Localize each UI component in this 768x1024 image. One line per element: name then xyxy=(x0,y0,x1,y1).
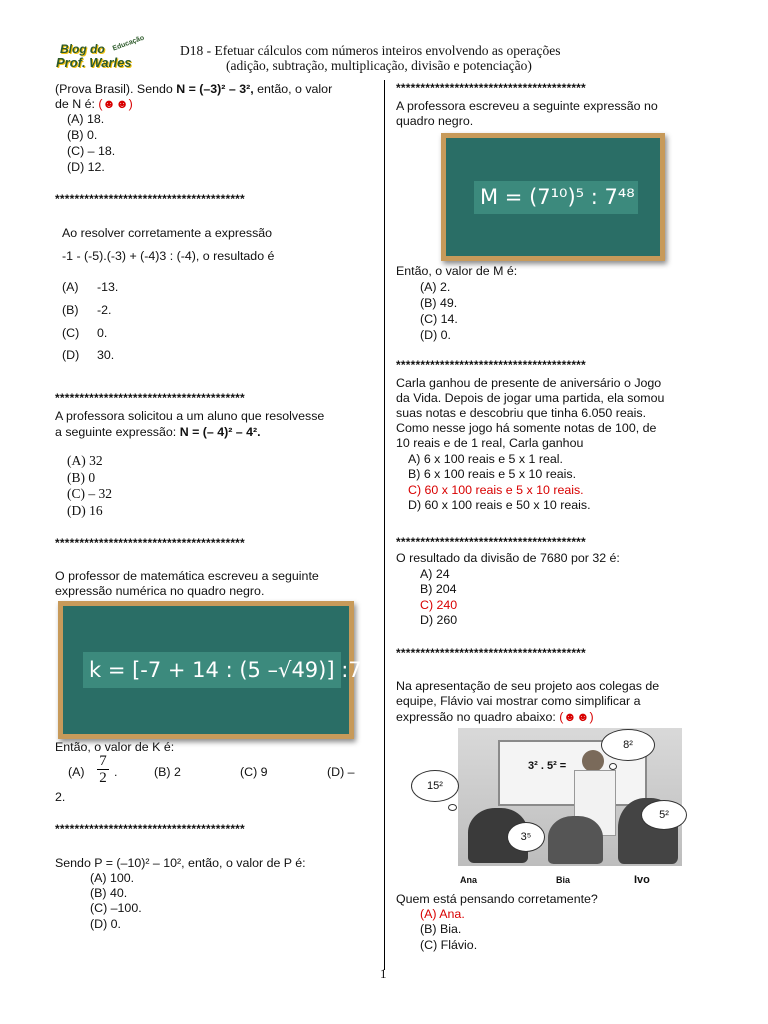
board-formula: k = [-7 + 14 : (5 –√49)] :7 xyxy=(83,652,341,688)
q3-text: a seguinte expressão: xyxy=(55,425,180,439)
option-value: 0. xyxy=(97,326,108,340)
q4-option-b: (B) 2 xyxy=(154,765,181,779)
option-value: -2. xyxy=(97,303,112,317)
separator: *************************************** xyxy=(55,536,245,550)
option-value: -13. xyxy=(97,280,119,294)
q4-question: Então, o valor de K é: xyxy=(55,740,175,754)
q9-text: expressão no quadro abaixo: xyxy=(396,710,560,724)
fraction-denominator: 2 xyxy=(97,769,109,786)
cloud-dot xyxy=(609,763,617,770)
q6-line2: quadro negro. xyxy=(396,114,474,128)
q9-option-b: (B) Bia. xyxy=(420,922,462,936)
board-formula: M = (7¹⁰)⁵ : 7⁴⁸ xyxy=(474,181,638,214)
header-title-line1: D18 - Efetuar cálculos com números inteiros envolvendo as operações xyxy=(180,43,561,58)
logo-line1: Blog do xyxy=(60,42,105,56)
separator: *************************************** xyxy=(396,358,586,372)
q4-line2: expressão numérica no quadro negro. xyxy=(55,584,265,598)
q4-option-a-letter: (A) xyxy=(68,765,85,779)
q6-question: Então, o valor de M é: xyxy=(396,264,518,278)
q3-expression: N = (– 4)² – 4². xyxy=(179,425,261,439)
fraction-numerator: 7 xyxy=(99,753,107,769)
logo-line2: Prof. Warles xyxy=(56,55,132,70)
difficulty-face: (☻☻) xyxy=(559,710,594,724)
option-letter: (D) xyxy=(62,348,80,362)
q2-option-c xyxy=(62,326,108,341)
classroom-illustration xyxy=(396,726,686,888)
separator: *************************************** xyxy=(396,535,586,549)
option-letter: (B) xyxy=(62,303,79,317)
chalkboard xyxy=(58,601,362,739)
q1-option-b: (B) 0. xyxy=(67,128,98,142)
separator: *************************************** xyxy=(396,81,586,95)
q9-question: Quem está pensando corretamente? xyxy=(396,892,598,906)
q7-option-b: B) 6 x 100 reais e 5 x 10 reais. xyxy=(408,467,577,481)
q4-option-d: (D) – xyxy=(327,765,355,779)
q9-option-a-correct: (A) Ana. xyxy=(420,907,465,921)
q1-option-c: (C) – 18. xyxy=(67,144,116,158)
q1-expression: N = (–3)² – 3², xyxy=(176,82,254,96)
thought-cloud-top: 8² xyxy=(601,729,655,761)
q6-option-b: (B) 49. xyxy=(420,296,458,310)
q5-option-c: (C) –100. xyxy=(90,901,142,915)
header-title-line2: (adição, subtração, multiplicação, divisão e potenciação) xyxy=(226,58,532,73)
q2-statement: Ao resolver corretamente a expressão xyxy=(62,226,273,240)
q5-option-d: (D) 0. xyxy=(90,917,121,931)
q9-line: Na apresentação de seu projeto aos colegas de xyxy=(396,679,660,693)
separator: *************************************** xyxy=(55,391,245,405)
q6-option-d: (D) 0. xyxy=(420,328,451,342)
q2-expression: -1 - (-5).(-3) + (-4)3 : (-4), o resultado é xyxy=(62,249,275,263)
q7-line: suas notas e descobriu que tinha 6.050 reais. xyxy=(396,406,647,420)
q8-option-a: A) 24 xyxy=(420,567,450,581)
separator: *************************************** xyxy=(55,822,245,836)
q3-line2 xyxy=(55,425,261,440)
q8-statement: O resultado da divisão de 7680 por 32 é: xyxy=(396,551,620,565)
q2-option-a xyxy=(62,280,119,295)
difficulty-face: (☻☻) xyxy=(98,97,133,111)
label-bia: Bia xyxy=(556,875,571,885)
q2-option-d xyxy=(62,348,115,363)
separator: *************************************** xyxy=(55,192,245,206)
q6-option-a: (A) 2. xyxy=(420,280,451,294)
q7-line: da Vida. Depois de jogar uma partida, ela somou xyxy=(396,391,665,405)
q8-option-d: D) 260 xyxy=(420,613,458,627)
q9-option-c: (C) Flávio. xyxy=(420,938,478,952)
q2-option-b xyxy=(62,303,112,318)
q5-option-b: (B) 40. xyxy=(90,886,128,900)
q1-line2 xyxy=(55,97,133,112)
q4-option-c: (C) 9 xyxy=(240,765,268,779)
q7-line: 10 reais e de 1 real, Carla ganhou xyxy=(396,436,584,450)
q7-line: Como nesse jogo há somente notas de 100, de xyxy=(396,421,657,435)
label-ivo: Ivo xyxy=(634,874,650,886)
q4-fraction-end: . xyxy=(114,765,118,779)
page-number: 1 xyxy=(380,966,387,981)
student-bia xyxy=(548,816,603,864)
teacher-head xyxy=(582,750,604,772)
cloud-dot xyxy=(448,804,457,811)
q1-option-a: (A) 18. xyxy=(67,112,105,126)
q1-option-d: (D) 12. xyxy=(67,160,105,174)
logo-badge: Educação xyxy=(111,34,146,53)
separator: *************************************** xyxy=(396,646,586,660)
q3-option-b: (B) 0 xyxy=(67,470,96,485)
q1-line1 xyxy=(55,82,332,97)
chalkboard xyxy=(441,133,665,261)
q9-line: equipe, Flávio vai mostrar como simplificar a xyxy=(396,694,641,708)
option-value: 30. xyxy=(97,348,115,362)
thought-cloud-ivo: 5² xyxy=(641,800,687,830)
whiteboard-text: 3² . 5² = xyxy=(528,760,567,772)
q7-option-d: D) 60 x 100 reais e 50 x 10 reais. xyxy=(408,498,591,512)
label-ana: Ana xyxy=(460,875,478,885)
q1-text: (Prova Brasil). Sendo xyxy=(55,82,177,96)
q4-fraction xyxy=(97,753,109,786)
option-letter: (A) xyxy=(62,280,79,294)
q3-option-c: (C) – 32 xyxy=(67,486,112,501)
q3-option-d: (D) 16 xyxy=(67,503,103,518)
q1-text-end: então, o valor xyxy=(253,82,333,96)
q6-line1: A professora escreveu a seguinte expressão no xyxy=(396,99,658,113)
q1-text2: de N é: xyxy=(55,97,99,111)
q3-option-a: (A) 32 xyxy=(67,453,103,468)
column-divider xyxy=(384,80,385,970)
q7-option-c-correct: C) 60 x 100 reais e 5 x 10 reais. xyxy=(408,483,584,497)
q8-option-c-correct: C) 240 xyxy=(420,598,458,612)
q3-line1: A professora solicitou a um aluno que resolvesse xyxy=(55,409,325,423)
q9-line3 xyxy=(396,710,594,725)
q8-option-b: B) 204 xyxy=(420,582,457,596)
q4-option-d-cont: 2. xyxy=(55,790,66,804)
q7-line: Carla ganhou de presente de aniversário o Jogo xyxy=(396,376,662,390)
thought-cloud-bia: 3⁵ xyxy=(507,822,545,852)
q6-option-c: (C) 14. xyxy=(420,312,458,326)
q5-option-a: (A) 100. xyxy=(90,871,135,885)
q5-statement: Sendo P = (–10)² – 10², então, o valor de P é: xyxy=(55,856,306,870)
blog-logo xyxy=(52,34,148,74)
option-letter: (C) xyxy=(62,326,80,340)
thought-cloud-ana: 15² xyxy=(411,770,459,802)
q7-option-a: A) 6 x 100 reais e 5 x 1 real. xyxy=(408,452,563,466)
q4-line1: O professor de matemática escreveu a seguinte xyxy=(55,569,319,583)
